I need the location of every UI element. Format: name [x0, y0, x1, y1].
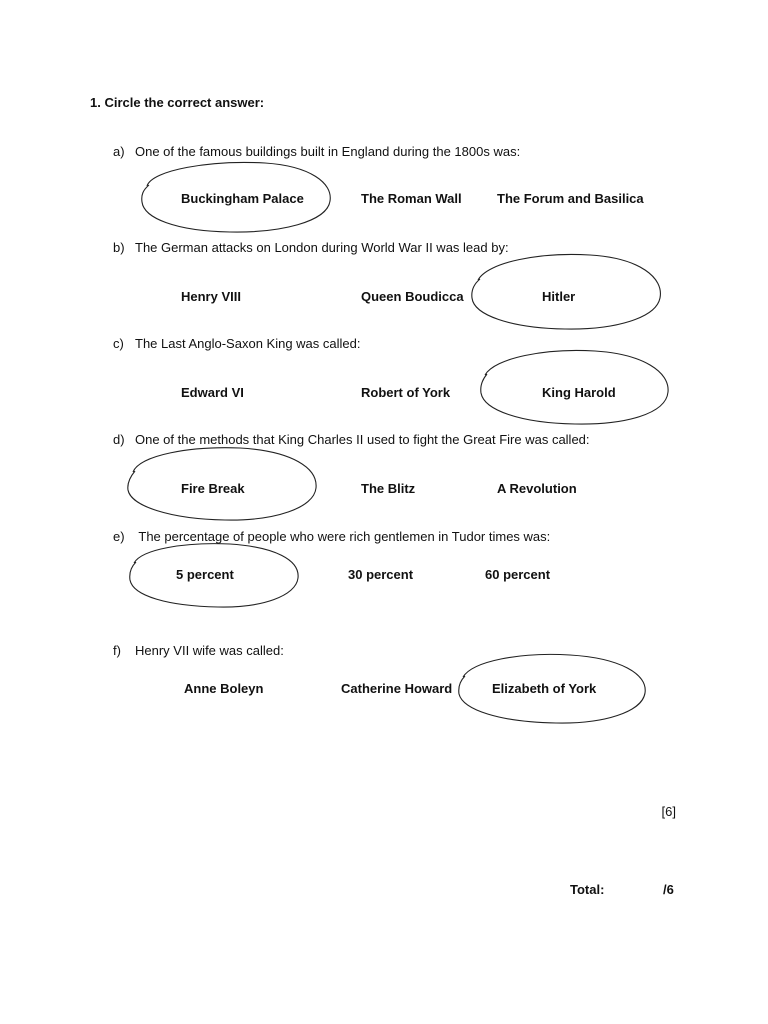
question-text: Henry VII wife was called: — [135, 643, 284, 658]
answer-option-catherine-howard[interactable]: Catherine Howard — [341, 681, 453, 696]
answer-option-buckingham-palace[interactable]: Buckingham Palace — [181, 191, 304, 206]
answer-option-edward-vi[interactable]: Edward VI — [181, 385, 244, 400]
question-letter: f) — [113, 643, 121, 658]
answer-option-forum-basilica[interactable]: The Forum and Basilica — [497, 191, 644, 206]
marks-available: [6] — [661, 804, 676, 819]
answer-option-anne-boleyn[interactable]: Anne Boleyn — [184, 681, 264, 696]
total-score: /6 — [663, 882, 674, 897]
answer-option-elizabeth-of-york[interactable]: Elizabeth of York — [492, 681, 597, 696]
question-letter: b) — [113, 240, 125, 255]
answer-option-henry-viii[interactable]: Henry VIII — [181, 289, 241, 304]
question-b — [113, 240, 509, 255]
question-text: One of the methods that King Charles II used to fight the Great Fire was called: — [135, 432, 590, 447]
question-c — [113, 336, 360, 351]
question-f — [113, 643, 284, 658]
question-letter: d) — [113, 432, 125, 447]
answer-option-robert-of-york[interactable]: Robert of York — [361, 385, 451, 400]
answer-option-30-percent[interactable]: 30 percent — [348, 567, 414, 582]
answer-option-60-percent[interactable]: 60 percent — [485, 567, 551, 582]
answer-option-king-harold[interactable]: King Harold — [542, 385, 616, 400]
answer-option-queen-boudicca[interactable]: Queen Boudicca — [361, 289, 464, 304]
question-letter: a) — [113, 144, 125, 159]
answer-option-5-percent[interactable]: 5 percent — [176, 567, 234, 582]
answer-option-hitler[interactable]: Hitler — [542, 289, 576, 304]
question-letter: c) — [113, 336, 124, 351]
question-e — [113, 529, 550, 544]
question-text: One of the famous buildings built in England during the 1800s was: — [135, 144, 521, 159]
answer-option-roman-wall[interactable]: The Roman Wall — [361, 191, 462, 206]
question-letter: e) — [113, 529, 125, 544]
answer-option-a-revolution[interactable]: A Revolution — [497, 481, 577, 496]
worksheet-heading: 1. Circle the correct answer: — [90, 95, 265, 110]
question-text: The percentage of people who were rich gentlemen in Tudor times was: — [135, 529, 551, 544]
answer-option-the-blitz[interactable]: The Blitz — [361, 481, 416, 496]
question-d — [113, 432, 590, 447]
answer-option-fire-break[interactable]: Fire Break — [181, 481, 245, 496]
question-a — [113, 144, 520, 159]
question-text: The German attacks on London during World War II was lead by: — [135, 240, 509, 255]
total-label: Total: — [570, 882, 605, 897]
question-text: The Last Anglo-Saxon King was called: — [135, 336, 361, 351]
